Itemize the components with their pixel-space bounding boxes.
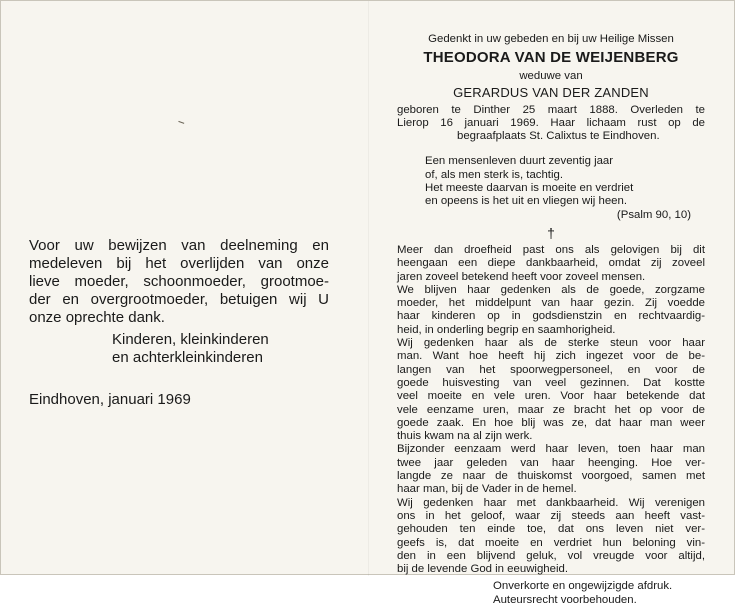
memorial-text <box>397 244 705 576</box>
memorial-text-line: heid, in onderling begrip en saamhorigheid. <box>397 323 616 336</box>
thanks-paragraph <box>29 237 329 327</box>
memorial-text-line: haar kinderen op in godsdienstzin en rechtvaardig- <box>397 310 705 323</box>
memorial-text-line: thuis kwam na al zijn werk. <box>397 430 533 443</box>
thanks-line: der en overgrootmoeder, betuigen wij U <box>29 291 329 308</box>
thanks-panel <box>29 237 329 409</box>
bio-line: begraafplaats St. Calixtus te Eindhoven. <box>457 130 660 143</box>
memorial-text-line: langde ze naar de thuiskomst voorgoed, samen met <box>397 470 705 483</box>
memorial-text-line: Wij gedenken haar als de sterke steun voor haar <box>397 337 705 350</box>
spouse-name: GERARDUS VAN DER ZANDEN <box>453 84 649 100</box>
signoff <box>29 331 329 367</box>
memorial-text-line: We blijven haar gedenken als de goede, zorgzame <box>397 283 705 296</box>
widow-of: weduwe van <box>519 70 583 83</box>
memorial-text-line: bij de levende God in eeuwigheid. <box>397 563 568 576</box>
memorial-text-line: heengaan een diepe dankbaarheid, omdat zij zoveel <box>397 257 705 270</box>
thanks-line: medeleven bij het overlijden van onze <box>29 255 329 272</box>
memorial-text-line: goede zaak. En hoe blij was ze, dat haar man weer <box>397 416 705 429</box>
thanks-line: onze oprechte dank. <box>29 309 165 326</box>
poem-line: en opeens is het uit en vliegen wij heen. <box>425 195 628 208</box>
memorial-panel <box>397 33 705 607</box>
poem-line: of, als men sterk is, tachtig. <box>425 168 564 181</box>
place-date: Eindhoven, januari 1969 <box>29 391 191 408</box>
memorial-text-line: vele eenzame uren, maar ze bracht het op voor de <box>397 403 705 416</box>
memorial-text-line: haar man, bij de Vader in de hemel. <box>397 483 577 496</box>
psalm-reference: (Psalm 90, 10) <box>616 208 691 221</box>
card-fold <box>368 1 369 576</box>
memorial-text-line: twee jaar geleden van haar heenging. Hoe ver- <box>397 456 705 469</box>
psalm-quote <box>397 155 705 221</box>
memorial-text-line: jaren zoveel betekend heeft voor zoveel mensen. <box>397 270 646 283</box>
footer-line: Auteursrecht voorbehouden. <box>493 593 637 606</box>
thanks-line: Voor uw bewijzen van deelneming en <box>29 237 329 254</box>
poem-line: Een mensenleven duurt zeventig jaar <box>425 155 614 168</box>
bio-line: Lierop 16 januari 1969. Haar lichaam rust op de <box>397 116 705 129</box>
memorial-text-line: Meer dan droefheid past ons als gelovigen bij dit <box>397 243 705 256</box>
memorial-text-line: langen van het spoorwegpersoneel, en voor de <box>397 363 705 376</box>
biography <box>397 104 705 144</box>
footer-line: Onverkorte en ongewijzigde afdruk. <box>493 580 673 593</box>
signoff-line: en achterkleinkinderen <box>112 349 263 366</box>
memorial-text-line: moeder, het middelpunt van haar gezin. Zij voedde <box>397 297 705 310</box>
memorial-text-line: veel moeite en vele uren. Voor haar betekende dat <box>397 390 705 403</box>
memorial-text-line: Wij gedenken haar met dankbaarheid. Wij verenigen <box>397 496 705 509</box>
copyright-notice <box>397 580 705 607</box>
memorial-text-line: Bijzonder eenzaam werd haar leven, toen haar man <box>397 443 705 456</box>
paper-speck <box>178 117 185 124</box>
deceased-name: THEODORA VAN DE WEIJENBERG <box>423 49 679 67</box>
memorial-text-line: ons in het geloof, waar zij steeds aan heeft vast- <box>397 509 705 522</box>
memorial-text-line: man. Want hoe heeft hij zich ingezet voor de be- <box>397 350 705 363</box>
cross-icon: † <box>547 224 555 241</box>
intro-line: Gedenkt in uw gebeden en bij uw Heilige Missen <box>428 33 674 45</box>
bio-line: geboren te Dinther 25 maart 1888. Overleden te <box>397 103 705 116</box>
memorial-text-line: goede huisvesting van veel gezinnen. Dat kostte <box>397 376 705 389</box>
memorial-text-line: den in een blijvend geluk, vol vreugde voor altijd, <box>397 549 705 562</box>
memorial-text-line: gehouden ten einde toe, dat ons leven niet ver- <box>397 523 705 536</box>
poem-line: Het meeste daarvan is moeite en verdriet <box>425 182 634 195</box>
thanks-line: lieve moeder, schoonmoeder, grootmoe- <box>29 273 329 290</box>
signoff-line: Kinderen, kleinkinderen <box>112 331 269 348</box>
memorial-text-line: geefs is, dat moeite en verdriet hun beloning vin- <box>397 536 705 549</box>
